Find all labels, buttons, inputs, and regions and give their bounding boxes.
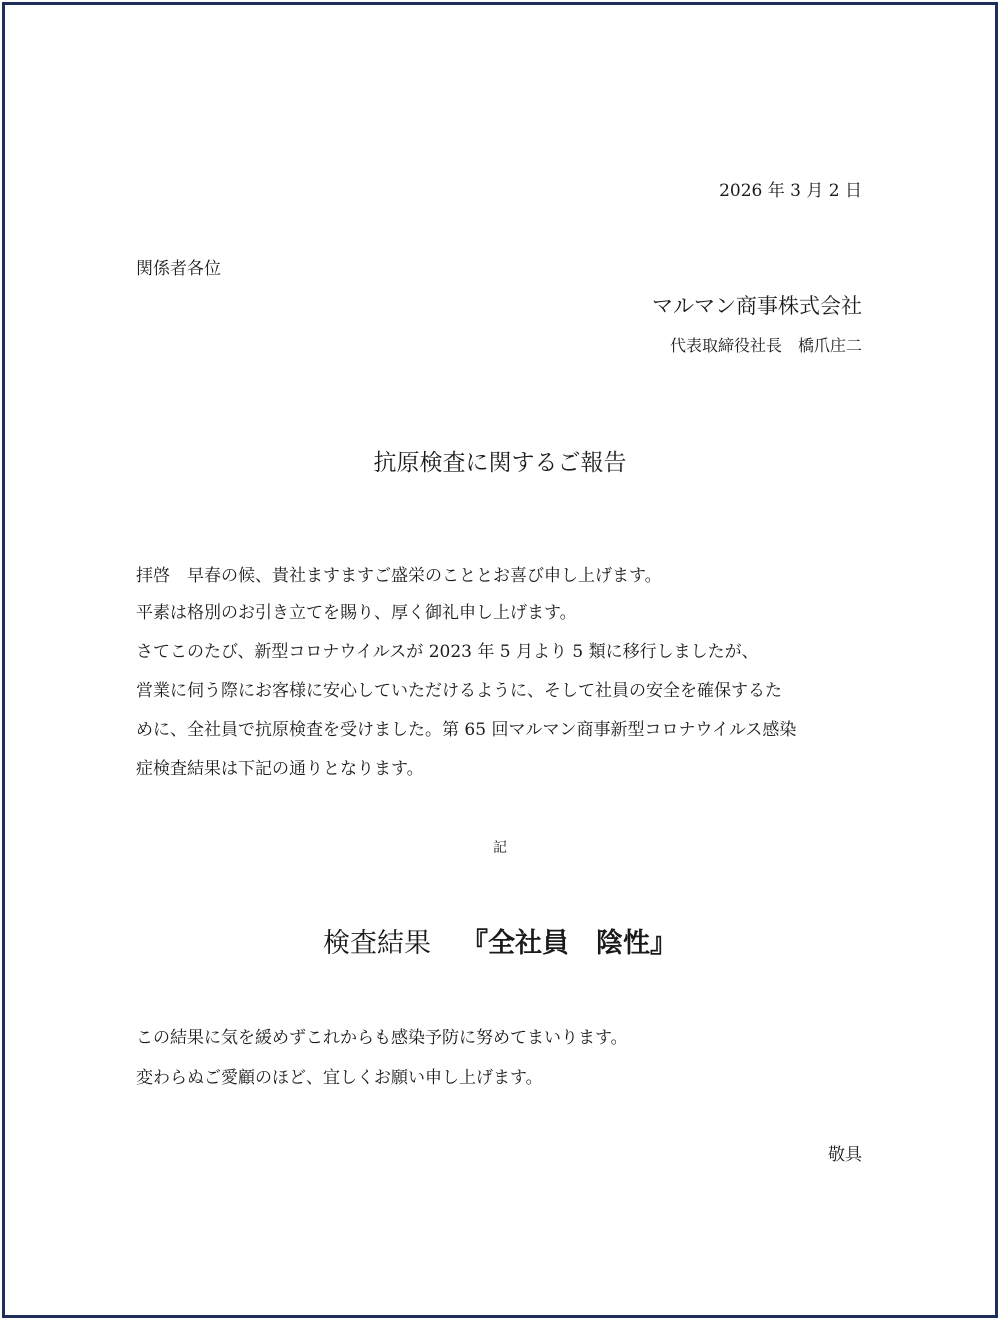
body-line: 営業に伺う際にお客様に安心していただけるように、そして社員の安全を確保するた (136, 681, 782, 701)
letter-date: 2026 年 3 月 2 日 (719, 181, 862, 201)
body-line: さてこのたび、新型コロナウイルスが 2023 年 5 月より 5 類に移行しましたが、 (136, 642, 759, 662)
closing: 敬具 (828, 1145, 862, 1165)
body-line: めに、全社員で抗原検査を受けました。第 65 回マルマン商事新型コロナウイルス感染 (136, 720, 797, 740)
result-value: 『全社員 陰性』 (461, 928, 677, 959)
ki-label: 記 (493, 840, 507, 856)
representative: 代表取締役社長 橋爪庄二 (669, 336, 862, 355)
after-line: この結果に気を緩めずこれからも感染予防に努めてまいります。 (136, 1028, 628, 1048)
body-line: 症検査結果は下記の通りとなります。 (136, 759, 424, 779)
document-title: 抗原検査に関するご報告 (373, 450, 627, 476)
after-line: 変わらぬご愛顧のほど、宜しくお願い申し上げます。 (136, 1068, 543, 1088)
recipient: 関係者各位 (136, 259, 221, 279)
body-line: 平素は格別のお引き立てを賜り、厚く御礼申し上げます。 (136, 603, 577, 623)
result-line (0, 926, 1000, 962)
body-line: 拝啓 早春の候、貴社ますますご盛栄のこととお喜び申し上げます。 (136, 566, 662, 586)
company-name: マルマン商事株式会社 (652, 294, 862, 318)
result-label: 検査結果 (323, 928, 431, 959)
